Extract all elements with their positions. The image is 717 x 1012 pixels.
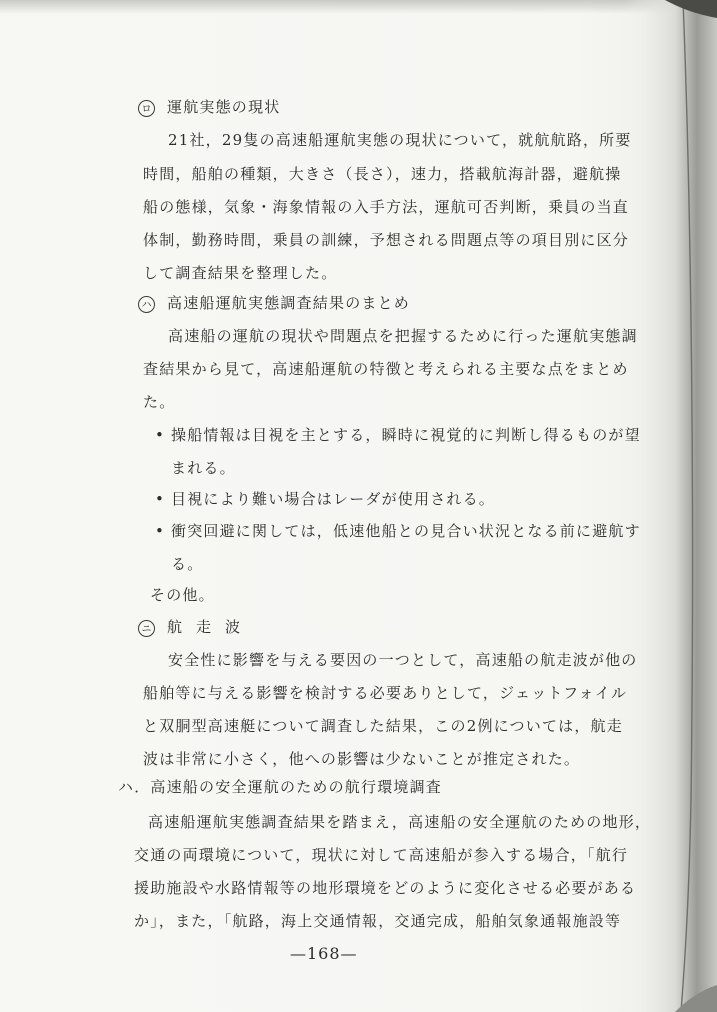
circled-marker: ニ (138, 620, 155, 637)
closing-text: その他。 (150, 586, 215, 604)
paragraph-line: 高速船運航実態調査結果を踏まえ，高速船の安全運航のための地形， (148, 813, 652, 831)
paragraph-line: 船の態様，気象・海象情報の入手方法，運航可否判断，乗員の当直 (143, 198, 630, 216)
paragraph-line: 査結果から見て，高速船運航の特徴と考えられる主要な点をまとめ (143, 360, 629, 378)
bullet-dot: • (155, 426, 166, 444)
bullet-item: • 操船情報は目視を主とする，瞬時に視覚的に判断し得るものが望 (155, 426, 641, 444)
section-c-heading: ハ 高速船運航実態調査結果のまとめ (138, 293, 410, 313)
paragraph-line: 体制，勤務時間，乗員の訓練，予想される問題点等の項目別に区分 (143, 231, 630, 249)
bullet-continuation: まれる。 (171, 459, 236, 477)
bullet-dot: • (155, 522, 166, 540)
paragraph-line: 高速船の運航の現状や問題点を把握するために行った運航実態調 (168, 327, 638, 345)
paragraph-line: 21社，29隻の高速船運航実態の現状について，就航航路，所要 (168, 131, 632, 149)
paragraph-line: して調査結果を整理した。 (143, 264, 338, 282)
paragraph-line: 援助施設や水路情報等の地形環境をどのように変化させる必要がある (134, 879, 637, 897)
bullet-continuation: る。 (171, 555, 204, 573)
page-top-shadow (0, 0, 717, 14)
paragraph-line: 安全性に影響を与える要因の一つとして，高速船の航走波が他の (168, 651, 638, 669)
paragraph-line: 波は非常に小さく，他への影響は少ないことが推定された。 (143, 750, 581, 768)
paragraph-line: 交通の両環境について，現状に対して高速船が参入する場合，「航行 (134, 846, 629, 864)
section-d-heading: ニ 航走波 (138, 617, 254, 637)
page-number: —168— (290, 944, 358, 963)
paragraph-line: 船舶等に与える影響を検討する必要ありとして，ジェットフォイル (143, 684, 628, 702)
main-heading: ハ．高速船の安全運航のための航行環境調査 (118, 778, 443, 796)
paragraph-line: か」，また，「航路，海上交通情報，交通完成，船舶気象通報施設等 (134, 912, 622, 930)
book-spine-shadow (625, 0, 717, 1012)
bullet-dot: • (155, 490, 166, 508)
paragraph-line: た。 (143, 393, 176, 411)
main-heading-prefix: ハ． (118, 778, 151, 796)
section-b-heading: ロ 運航実態の現状 (138, 97, 280, 117)
bullet-item: • 目視により難い場合はレーダが使用される。 (155, 490, 496, 508)
circled-marker: ハ (138, 296, 155, 313)
paragraph-line: 時間，船舶の種類，大きさ（長さ），速力，搭載航海計器，避航操 (143, 165, 622, 183)
bullet-item: • 衝突回避に関しては，低速他船との見合い状況となる前に避航す (155, 522, 641, 540)
circled-marker: ロ (138, 100, 155, 117)
paragraph-line: と双胴型高速艇について調査した結果，この2例については，航走 (143, 717, 623, 735)
